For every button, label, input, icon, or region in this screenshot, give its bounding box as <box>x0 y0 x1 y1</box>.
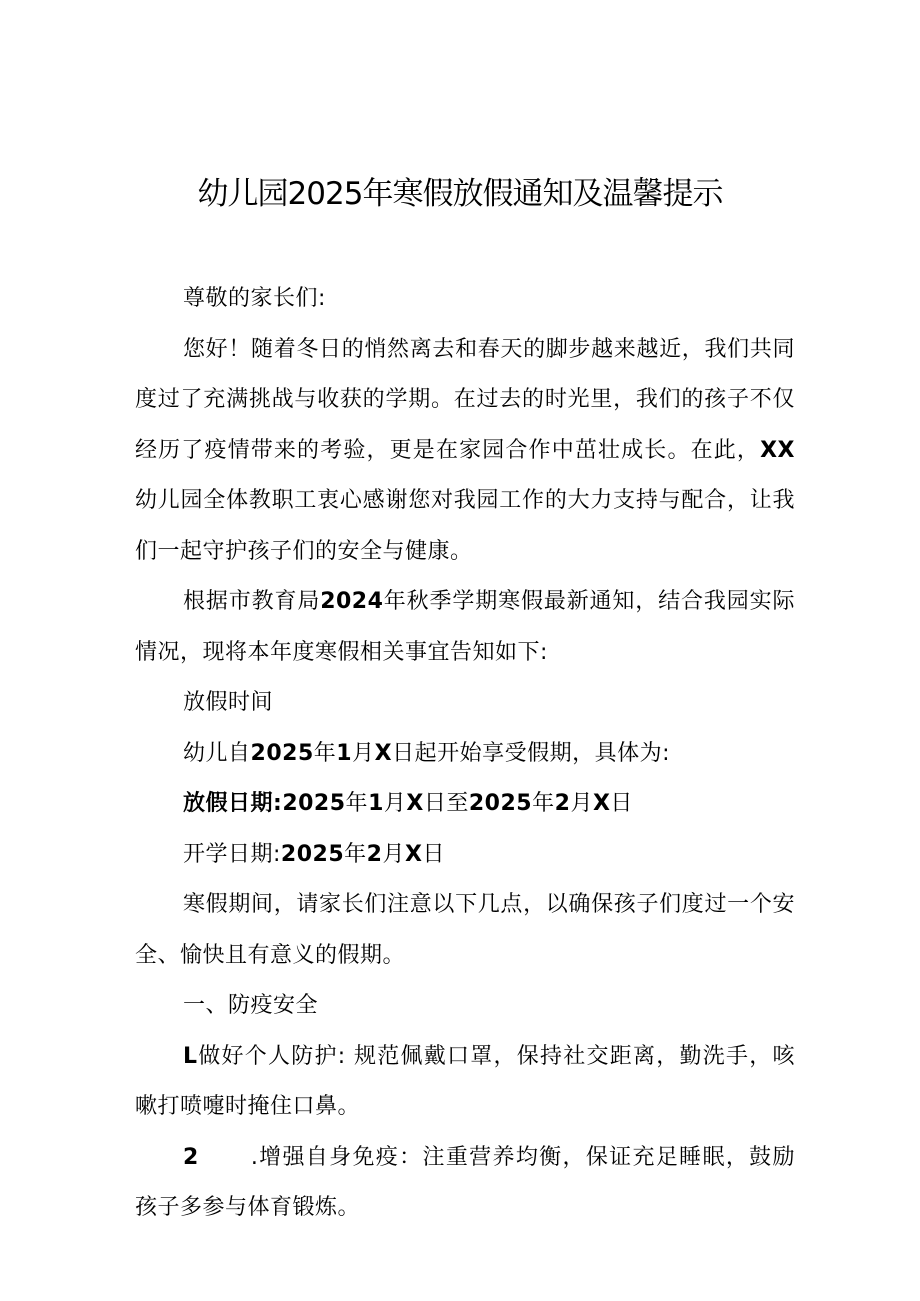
list-item-1 <box>135 1032 795 1133</box>
holiday-start-day: X <box>374 740 393 766</box>
intro-paragraph <box>135 325 795 578</box>
year-char: 年 <box>345 791 369 816</box>
school-start-line <box>135 830 795 881</box>
month-char: 月 <box>570 791 593 816</box>
holiday-start-line <box>135 729 795 780</box>
year-char: 年 <box>313 740 337 766</box>
holiday-period-line <box>135 779 795 830</box>
basis-year: 2024 <box>320 589 384 614</box>
item1-text: 做好个人防护: 规范佩戴口罩，保持社交距离，勤洗手，咳嗽打喷嚏时掩住口鼻。 <box>135 1043 795 1119</box>
school-start-month: 2 <box>366 841 383 867</box>
basis-paragraph <box>135 577 795 678</box>
day-char: 日 <box>610 791 633 816</box>
document-body <box>135 274 795 1234</box>
document-title: 幼儿园2025年寒假放假通知及温馨提示 <box>197 176 723 212</box>
school-start-year: 2025 <box>280 841 345 867</box>
list-item-2 <box>135 1133 795 1234</box>
month-char: 月 <box>383 791 407 816</box>
basis-part1: 根据市教育局 <box>183 589 321 614</box>
month-char: 月 <box>382 841 405 867</box>
holiday-period-end-day: X <box>592 791 611 816</box>
holiday-start-month: 1 <box>336 740 353 766</box>
holiday-period-to: 日至 <box>423 791 469 816</box>
intro-part1: 您好！随着冬日的悄然离去和春天的脚步越来越近，我们共同度过了充满挑战与收获的学期。在过去的时光里，我们的孩子不仅经历了疫情带来的考验，更是在家园合作中茁壮成长。在此， <box>135 336 795 463</box>
reminder-intro: 寒假期间，请家长们注意以下几点，以确保孩子们度过一个安全、愉快且有意义的假期。 <box>135 892 795 968</box>
holiday-start-suffix: 日起开始享受假期，具体为: <box>392 740 670 766</box>
section-holiday-time: 放假时间 <box>183 690 274 715</box>
day-char: 日 <box>422 841 445 867</box>
school-start-label: 开学日期: <box>183 841 281 867</box>
item1-number: L <box>183 1043 198 1069</box>
basis-part2: 年秋季学期寒假最新通知，结合我园实际情况，现将本年度寒假相关事宜告知如下: <box>135 589 795 665</box>
item2-text: .增强自身免疫：注重营养均衡，保证充足睡眠，鼓励孩子多参与体育锻炼。 <box>135 1144 795 1220</box>
school-name: XX <box>760 437 795 463</box>
year-char: 年 <box>532 791 555 816</box>
item2-number: 2 <box>183 1144 199 1170</box>
school-start-day: X <box>405 841 423 867</box>
holiday-start-year: 2025 <box>250 740 314 766</box>
year-char: 年 <box>344 841 367 867</box>
greeting: 尊敬的家长们: <box>183 286 326 311</box>
holiday-period-end-month: 2 <box>554 791 571 816</box>
month-char: 月 <box>352 740 375 766</box>
holiday-period-start-month: 1 <box>368 791 384 816</box>
holiday-period-end-year: 2025 <box>468 791 533 816</box>
holiday-period-start-day: X <box>406 791 424 816</box>
holiday-period-start-year: 2025 <box>282 791 346 816</box>
intro-part2: 幼儿园全体教职工衷心感谢您对我园工作的大力支持与配合，让我们一起守护孩子们的安全与健康。 <box>135 488 795 564</box>
holiday-period-label: 放假日期: <box>183 791 283 816</box>
holiday-start-prefix: 幼儿自 <box>183 740 251 766</box>
section-one-heading: 一、防疫安全 <box>183 993 319 1018</box>
